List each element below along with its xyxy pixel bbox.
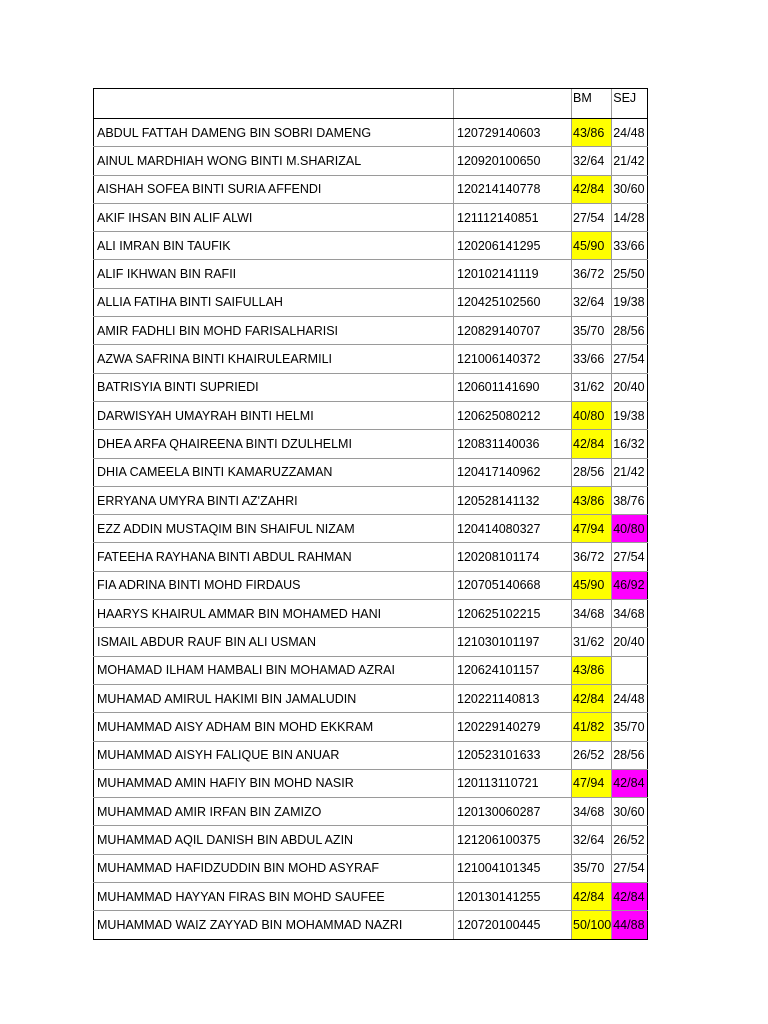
student-name-cell: FATEEHA RAYHANA BINTI ABDUL RAHMAN: [94, 543, 454, 571]
ic-number-cell: 120102141119: [454, 260, 572, 288]
bm-score-cell: 42/84: [572, 175, 612, 203]
score-table-body: [94, 89, 648, 940]
table-row: [94, 656, 648, 684]
student-name-cell: MUHAMMAD AQIL DANISH BIN ABDUL AZIN: [94, 826, 454, 854]
student-name-cell: MUHAMAD AMIRUL HAKIMI BIN JAMALUDIN: [94, 684, 454, 712]
sej-score-cell: 16/32: [612, 430, 648, 458]
sej-score-cell: 27/54: [612, 345, 648, 373]
table-row: [94, 798, 648, 826]
sej-score-cell: 25/50: [612, 260, 648, 288]
table-row: [94, 147, 648, 175]
sej-score-cell: 34/68: [612, 600, 648, 628]
table-row: [94, 458, 648, 486]
sej-score-cell: 14/28: [612, 203, 648, 231]
student-name-cell: MOHAMAD ILHAM HAMBALI BIN MOHAMAD AZRAI: [94, 656, 454, 684]
sej-score-cell: 30/60: [612, 175, 648, 203]
table-row: [94, 260, 648, 288]
table-row: [94, 401, 648, 429]
student-name-cell: AZWA SAFRINA BINTI KHAIRULEARMILI: [94, 345, 454, 373]
ic-number-cell: 120528141132: [454, 486, 572, 514]
ic-number-cell: 121006140372: [454, 345, 572, 373]
sej-score-cell: 24/48: [612, 684, 648, 712]
bm-score-cell: 28/56: [572, 458, 612, 486]
sej-score-cell: 21/42: [612, 147, 648, 175]
ic-number-cell: 120206141295: [454, 232, 572, 260]
student-name-cell: ALLIA FATIHA BINTI SAIFULLAH: [94, 288, 454, 316]
table-row: [94, 543, 648, 571]
ic-number-cell: 120831140036: [454, 430, 572, 458]
ic-number-cell: 120425102560: [454, 288, 572, 316]
table-row: [94, 232, 648, 260]
table-row: [94, 345, 648, 373]
ic-number-cell: 121206100375: [454, 826, 572, 854]
table-row: [94, 119, 648, 147]
sej-score-cell: 27/54: [612, 854, 648, 882]
table-row: [94, 741, 648, 769]
ic-number-cell: 120229140279: [454, 713, 572, 741]
bm-score-cell: 32/64: [572, 826, 612, 854]
table-row: [94, 628, 648, 656]
ic-number-cell: 120523101633: [454, 741, 572, 769]
header-name-cell: [94, 89, 454, 119]
bm-score-cell: 34/68: [572, 798, 612, 826]
ic-number-cell: 121030101197: [454, 628, 572, 656]
table-row: [94, 373, 648, 401]
bm-score-cell: 31/62: [572, 373, 612, 401]
student-name-cell: ALIF IKHWAN BIN RAFII: [94, 260, 454, 288]
ic-number-cell: 120601141690: [454, 373, 572, 401]
sej-score-cell: 33/66: [612, 232, 648, 260]
sej-score-cell: 20/40: [612, 373, 648, 401]
bm-score-cell: 40/80: [572, 401, 612, 429]
student-name-cell: DARWISYAH UMAYRAH BINTI HELMI: [94, 401, 454, 429]
bm-score-cell: 45/90: [572, 571, 612, 599]
table-row: [94, 769, 648, 797]
student-name-cell: HAARYS KHAIRUL AMMAR BIN MOHAMED HANI: [94, 600, 454, 628]
bm-score-cell: 42/84: [572, 883, 612, 911]
table-row: [94, 826, 648, 854]
ic-number-cell: 120221140813: [454, 684, 572, 712]
sej-score-cell: 21/42: [612, 458, 648, 486]
table-row: [94, 713, 648, 741]
table-row: [94, 203, 648, 231]
student-name-cell: ALI IMRAN BIN TAUFIK: [94, 232, 454, 260]
student-name-cell: MUHAMMAD AMIN HAFIY BIN MOHD NASIR: [94, 769, 454, 797]
table-row: [94, 911, 648, 939]
student-name-cell: MUHAMMAD WAIZ ZAYYAD BIN MOHAMMAD NAZRI: [94, 911, 454, 939]
bm-score-cell: 36/72: [572, 260, 612, 288]
sej-score-cell: 28/56: [612, 741, 648, 769]
ic-number-cell: 120729140603: [454, 119, 572, 147]
ic-number-cell: 120113110721: [454, 769, 572, 797]
ic-number-cell: 120829140707: [454, 317, 572, 345]
bm-score-cell: 41/82: [572, 713, 612, 741]
bm-score-cell: 43/86: [572, 119, 612, 147]
sej-score-cell: 42/84: [612, 769, 648, 797]
table-row: [94, 854, 648, 882]
table-row: [94, 883, 648, 911]
sej-score-cell: 38/76: [612, 486, 648, 514]
ic-number-cell: 121004101345: [454, 854, 572, 882]
sej-score-cell: 20/40: [612, 628, 648, 656]
sej-score-cell: 30/60: [612, 798, 648, 826]
student-name-cell: MUHAMMAD AISY ADHAM BIN MOHD EKKRAM: [94, 713, 454, 741]
student-name-cell: DHIA CAMEELA BINTI KAMARUZZAMAN: [94, 458, 454, 486]
ic-number-cell: 120625080212: [454, 401, 572, 429]
ic-number-cell: 120417140962: [454, 458, 572, 486]
student-name-cell: FIA ADRINA BINTI MOHD FIRDAUS: [94, 571, 454, 599]
header-row: [94, 89, 648, 119]
table-row: [94, 684, 648, 712]
header-bm-cell: BM: [572, 89, 612, 119]
student-name-cell: ISMAIL ABDUR RAUF BIN ALI USMAN: [94, 628, 454, 656]
bm-score-cell: 32/64: [572, 147, 612, 175]
bm-score-cell: 47/94: [572, 769, 612, 797]
sej-score-cell: 42/84: [612, 883, 648, 911]
student-name-cell: MUHAMMAD HAFIDZUDDIN BIN MOHD ASYRAF: [94, 854, 454, 882]
table-row: [94, 430, 648, 458]
student-name-cell: EZZ ADDIN MUSTAQIM BIN SHAIFUL NIZAM: [94, 515, 454, 543]
bm-score-cell: 27/54: [572, 203, 612, 231]
bm-score-cell: 34/68: [572, 600, 612, 628]
score-table: [93, 88, 648, 940]
bm-score-cell: 32/64: [572, 288, 612, 316]
bm-score-cell: 42/84: [572, 684, 612, 712]
student-name-cell: AINUL MARDHIAH WONG BINTI M.SHARIZAL: [94, 147, 454, 175]
ic-number-cell: 120414080327: [454, 515, 572, 543]
sej-score-cell: 24/48: [612, 119, 648, 147]
sej-score-cell: 44/88: [612, 911, 648, 939]
bm-score-cell: 26/52: [572, 741, 612, 769]
student-name-cell: MUHAMMAD AMIR IRFAN BIN ZAMIZO: [94, 798, 454, 826]
student-name-cell: MUHAMMAD HAYYAN FIRAS BIN MOHD SAUFEE: [94, 883, 454, 911]
student-name-cell: MUHAMMAD AISYH FALIQUE BIN ANUAR: [94, 741, 454, 769]
sej-score-cell: 19/38: [612, 401, 648, 429]
bm-score-cell: 42/84: [572, 430, 612, 458]
bm-score-cell: 43/86: [572, 656, 612, 684]
sej-score-cell: 27/54: [612, 543, 648, 571]
bm-score-cell: 35/70: [572, 854, 612, 882]
ic-number-cell: 120130060287: [454, 798, 572, 826]
table-row: [94, 317, 648, 345]
student-name-cell: ABDUL FATTAH DAMENG BIN SOBRI DAMENG: [94, 119, 454, 147]
table-row: [94, 486, 648, 514]
table-row: [94, 571, 648, 599]
bm-score-cell: 43/86: [572, 486, 612, 514]
table-row: [94, 600, 648, 628]
header-ic-cell: [454, 89, 572, 119]
student-name-cell: ERRYANA UMYRA BINTI AZ'ZAHRI: [94, 486, 454, 514]
table-row: [94, 175, 648, 203]
table-row: [94, 515, 648, 543]
ic-number-cell: 120625102215: [454, 600, 572, 628]
ic-number-cell: 120208101174: [454, 543, 572, 571]
sej-score-cell: [612, 656, 648, 684]
header-sej-cell: SEJ: [612, 89, 648, 119]
student-name-cell: AMIR FADHLI BIN MOHD FARISALHARISI: [94, 317, 454, 345]
sej-score-cell: 28/56: [612, 317, 648, 345]
ic-number-cell: 120624101157: [454, 656, 572, 684]
student-name-cell: AKIF IHSAN BIN ALIF ALWI: [94, 203, 454, 231]
table-row: [94, 288, 648, 316]
bm-score-cell: 36/72: [572, 543, 612, 571]
ic-number-cell: 120130141255: [454, 883, 572, 911]
student-name-cell: AISHAH SOFEA BINTI SURIA AFFENDI: [94, 175, 454, 203]
ic-number-cell: 121112140851: [454, 203, 572, 231]
ic-number-cell: 120920100650: [454, 147, 572, 175]
student-name-cell: BATRISYIA BINTI SUPRIEDI: [94, 373, 454, 401]
bm-score-cell: 47/94: [572, 515, 612, 543]
sej-score-cell: 46/92: [612, 571, 648, 599]
ic-number-cell: 120720100445: [454, 911, 572, 939]
bm-score-cell: 35/70: [572, 317, 612, 345]
ic-number-cell: 120705140668: [454, 571, 572, 599]
bm-score-cell: 45/90: [572, 232, 612, 260]
ic-number-cell: 120214140778: [454, 175, 572, 203]
bm-score-cell: 50/100: [572, 911, 612, 939]
sej-score-cell: 26/52: [612, 826, 648, 854]
sej-score-cell: 35/70: [612, 713, 648, 741]
bm-score-cell: 31/62: [572, 628, 612, 656]
sej-score-cell: 19/38: [612, 288, 648, 316]
student-name-cell: DHEA ARFA QHAIREENA BINTI DZULHELMI: [94, 430, 454, 458]
sej-score-cell: 40/80: [612, 515, 648, 543]
bm-score-cell: 33/66: [572, 345, 612, 373]
